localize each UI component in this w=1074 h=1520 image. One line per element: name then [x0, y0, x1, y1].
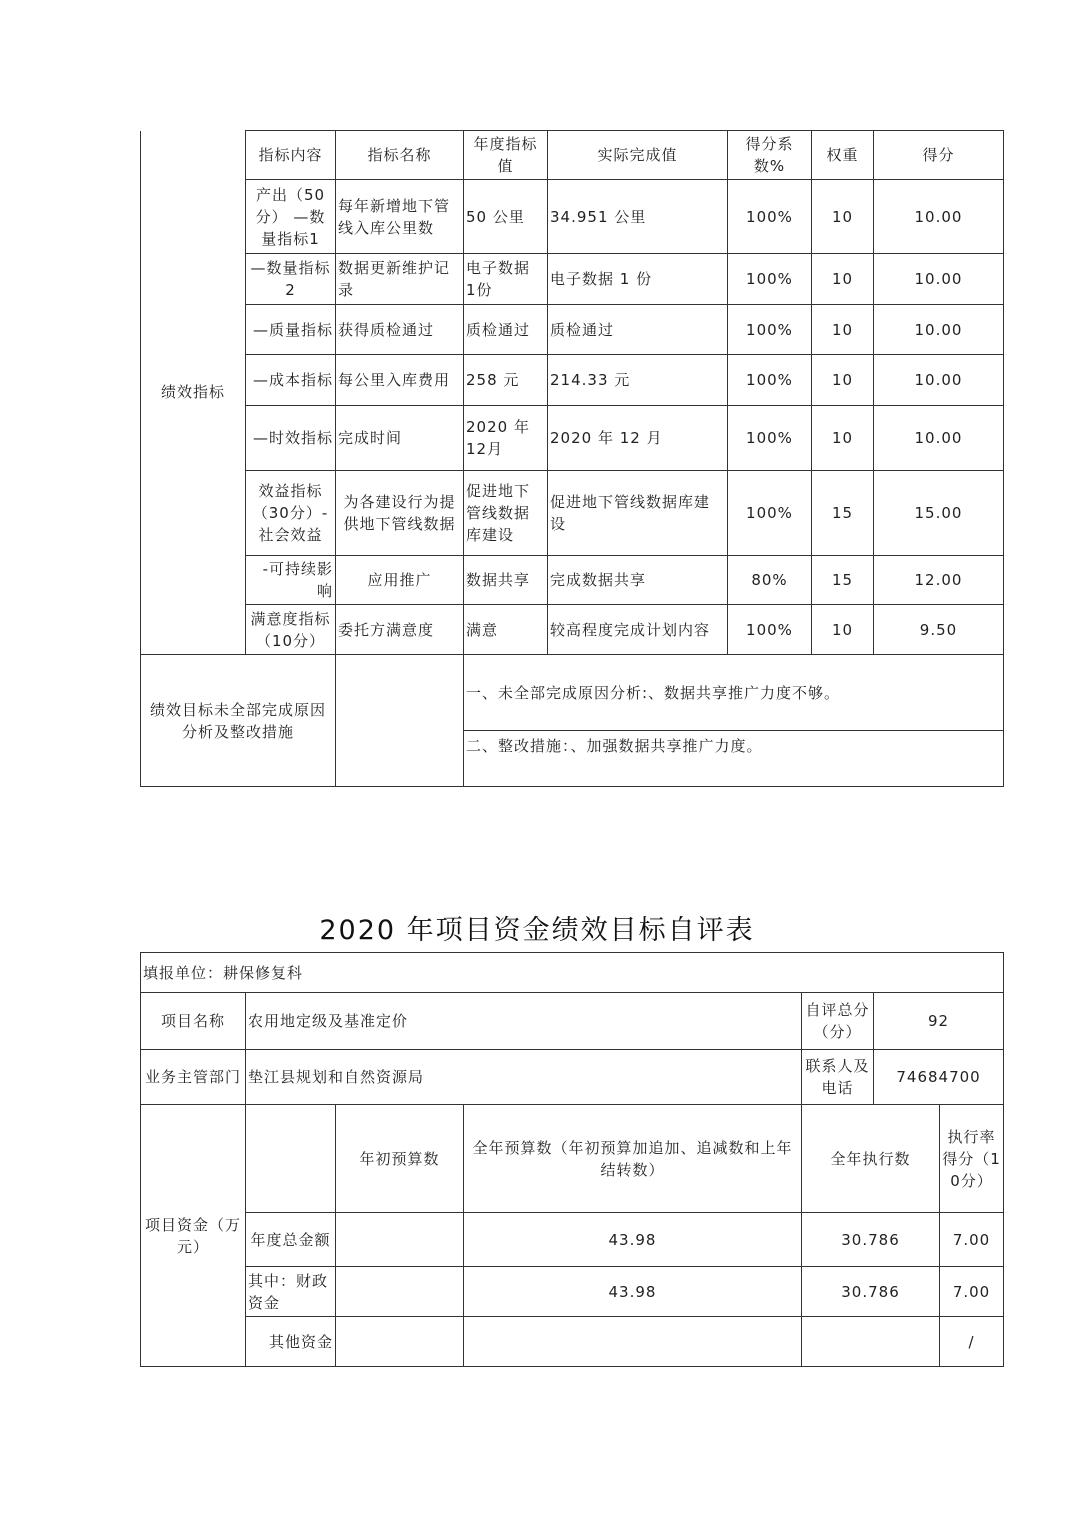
header-score: 得分	[874, 131, 1004, 180]
indicator-target: 满意	[464, 605, 548, 655]
funds-full-year: 43.98	[464, 1213, 802, 1267]
indicator-target: 数据共享	[464, 556, 548, 605]
indicator-score: 10.00	[874, 180, 1004, 254]
funds-rate: 7.00	[940, 1213, 1004, 1267]
table-row	[141, 305, 1004, 355]
indicator-content: —质量指标	[246, 305, 336, 355]
fill-unit: 填报单位：耕保修复科	[141, 953, 1004, 993]
indicator-actual: 2020 年 12 月	[548, 406, 728, 471]
contact: 74684700	[874, 1050, 1004, 1105]
indicator-actual: 较高程度完成计划内容	[548, 605, 728, 655]
analysis-label: 绩效目标未全部完成原因分析及整改措施	[141, 655, 336, 787]
indicator-score: 9.50	[874, 605, 1004, 655]
indicator-target: 电子数据 1份	[464, 254, 548, 305]
funds-full-year	[464, 1317, 802, 1367]
indicator-name: 数据更新维护记录	[336, 254, 464, 305]
indicator-name: 为各建设行为提供地下管线数据	[336, 471, 464, 556]
indicator-content: 满意度指标（10分）	[246, 605, 336, 655]
dept-label: 业务主管部门	[141, 1050, 246, 1105]
funds-initial	[336, 1213, 464, 1267]
section-label: 绩效指标	[141, 131, 246, 655]
indicator-actual: 电子数据 1 份	[548, 254, 728, 305]
indicator-score: 10.00	[874, 254, 1004, 305]
indicator-target: 质检通过	[464, 305, 548, 355]
table-row	[141, 556, 1004, 605]
indicator-score: 10.00	[874, 305, 1004, 355]
indicator-coef: 100%	[728, 471, 812, 556]
indicator-name: 获得质检通过	[336, 305, 464, 355]
indicator-weight: 10	[812, 254, 874, 305]
indicator-coef: 80%	[728, 556, 812, 605]
funds-row-label: 其中：财政资金	[246, 1267, 336, 1317]
indicator-name: 每年新增地下管线入库公里数	[336, 180, 464, 254]
performance-indicator-table	[140, 130, 1004, 787]
indicator-weight: 10	[812, 305, 874, 355]
funds-label: 项目资金（万元）	[141, 1105, 246, 1367]
indicator-name: 委托方满意度	[336, 605, 464, 655]
indicator-content: -可持续影响	[246, 556, 336, 605]
indicator-coef: 100%	[728, 254, 812, 305]
indicator-content: —时效指标	[246, 406, 336, 471]
table-row	[141, 355, 1004, 406]
project-name-label: 项目名称	[141, 993, 246, 1050]
funds-row-label: 其他资金	[246, 1317, 336, 1367]
funds-header-initial: 年初预算数	[336, 1105, 464, 1213]
funds-executed	[802, 1317, 940, 1367]
indicator-actual: 质检通过	[548, 305, 728, 355]
indicator-weight: 10	[812, 406, 874, 471]
analysis-reason: 一、未全部完成原因分析:、数据共享推广力度不够。	[464, 655, 1004, 731]
indicator-coef: 100%	[728, 605, 812, 655]
indicator-score: 15.00	[874, 471, 1004, 556]
funds-row-label: 年度总金额	[246, 1213, 336, 1267]
table-row	[141, 471, 1004, 556]
indicator-weight: 15	[812, 471, 874, 556]
indicator-weight: 15	[812, 556, 874, 605]
table-row	[141, 180, 1004, 254]
table-row	[141, 1317, 1004, 1367]
table-row	[141, 605, 1004, 655]
indicator-target: 50 公里	[464, 180, 548, 254]
indicator-weight: 10	[812, 355, 874, 406]
analysis-measure: 二、整改措施：、加强数据共享推广力度。	[464, 731, 1004, 787]
indicator-score: 10.00	[874, 355, 1004, 406]
header-name: 指标名称	[336, 131, 464, 180]
indicator-actual: 促进地下管线数据库建设	[548, 471, 728, 556]
header-target: 年度指标值	[464, 131, 548, 180]
project-name: 农用地定级及基准定价	[246, 993, 802, 1050]
funds-initial	[336, 1317, 464, 1367]
funds-rate: 7.00	[940, 1267, 1004, 1317]
table-row	[141, 1213, 1004, 1267]
indicator-target: 2020 年 12月	[464, 406, 548, 471]
funds-header-executed: 全年执行数	[802, 1105, 940, 1213]
form-title: 2020 年项目资金绩效目标自评表	[319, 915, 755, 946]
indicator-score: 12.00	[874, 556, 1004, 605]
indicator-name: 每公里入库费用	[336, 355, 464, 406]
indicator-coef: 100%	[728, 305, 812, 355]
funds-full-year: 43.98	[464, 1267, 802, 1317]
self-evaluation-table	[140, 952, 1004, 1367]
indicator-target: 促进地下管线数据库建设	[464, 471, 548, 556]
indicator-content: 产出（50分） —数量指标1	[246, 180, 336, 254]
funds-executed: 30.786	[802, 1267, 940, 1317]
dept: 垫江县规划和自然资源局	[246, 1050, 802, 1105]
indicator-weight: 10	[812, 605, 874, 655]
funds-blank-header	[246, 1105, 336, 1213]
funds-executed: 30.786	[802, 1213, 940, 1267]
header-weight: 权重	[812, 131, 874, 180]
indicator-name: 完成时间	[336, 406, 464, 471]
funds-header-full-year: 全年预算数（年初预算加追加、追减数和上年结转数）	[464, 1105, 802, 1213]
table-row	[141, 1267, 1004, 1317]
indicator-actual: 214.33 元	[548, 355, 728, 406]
indicator-actual: 完成数据共享	[548, 556, 728, 605]
indicator-coef: 100%	[728, 355, 812, 406]
indicator-weight: 10	[812, 180, 874, 254]
header-coef: 得分系数%	[728, 131, 812, 180]
indicator-name: 应用推广	[336, 556, 464, 605]
indicator-content: 效益指标（30分）-社会效益	[246, 471, 336, 556]
header-content: 指标内容	[246, 131, 336, 180]
indicator-score: 10.00	[874, 406, 1004, 471]
indicator-coef: 100%	[728, 406, 812, 471]
indicator-content: —数量指标2	[246, 254, 336, 305]
funds-rate: /	[940, 1317, 1004, 1367]
funds-initial	[336, 1267, 464, 1317]
indicator-actual: 34.951 公里	[548, 180, 728, 254]
table-row	[141, 254, 1004, 305]
funds-header-rate: 执行率得分（10分）	[940, 1105, 1004, 1213]
self-score-label: 自评总分（分）	[802, 993, 874, 1050]
table-row	[141, 406, 1004, 471]
indicator-content: —成本指标	[246, 355, 336, 406]
contact-label: 联系人及电话	[802, 1050, 874, 1105]
self-score: 92	[874, 993, 1004, 1050]
indicator-coef: 100%	[728, 180, 812, 254]
analysis-blank-cell	[336, 655, 464, 787]
header-actual: 实际完成值	[548, 131, 728, 180]
indicator-target: 258 元	[464, 355, 548, 406]
